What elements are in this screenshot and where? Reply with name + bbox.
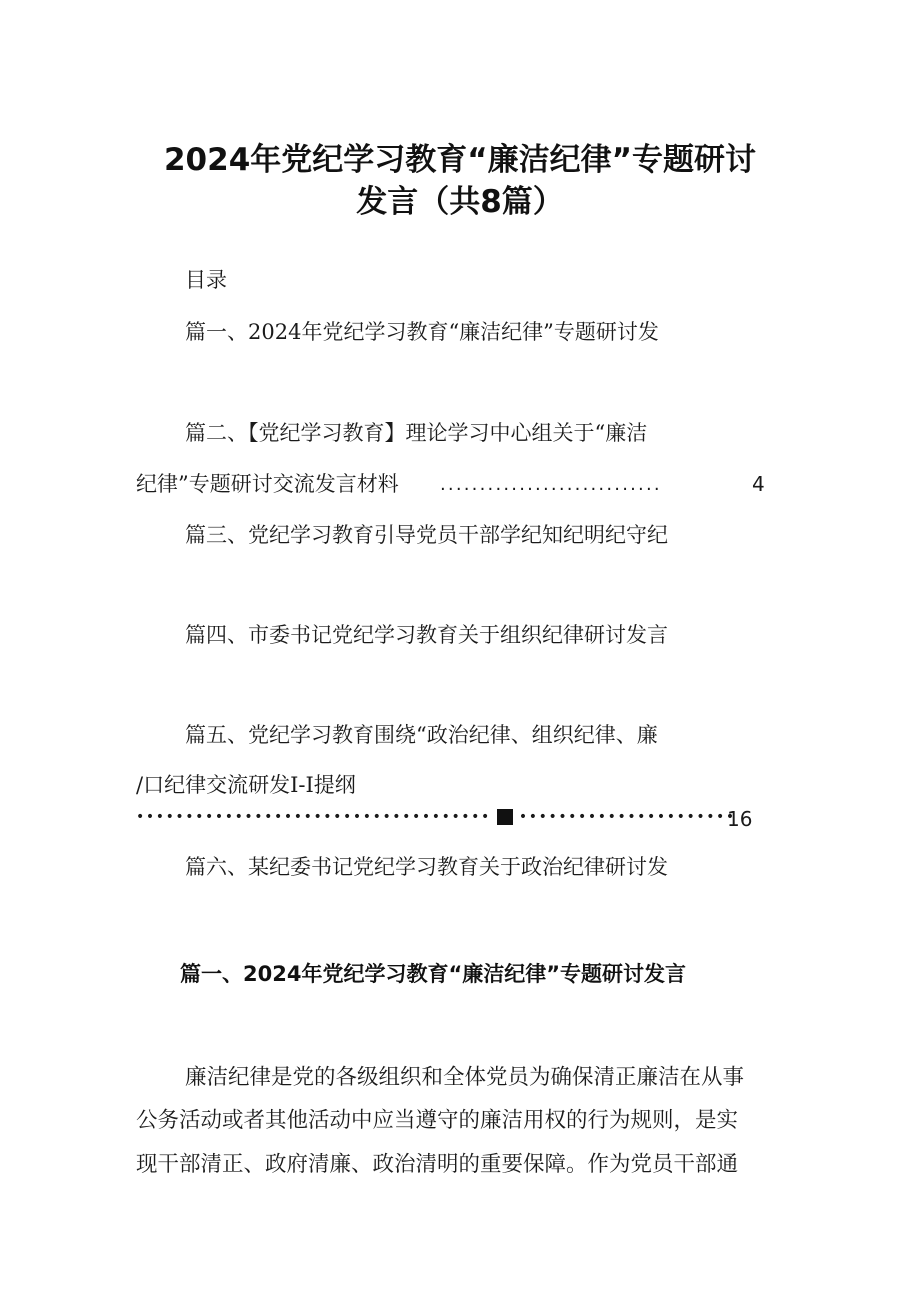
body-paragraph-line: 公务活动或者其他活动中应当遵守的廉洁用权的行为规则，是实	[136, 1108, 739, 1133]
body-paragraph-line: 廉洁纪律是党的各级组织和全体党员为确保清正廉洁在从事	[185, 1065, 745, 1090]
toc-bullet-leader-row	[136, 802, 746, 832]
toc-entry-1[interactable]: 篇一、2024年党纪学习教育“廉洁纪律”专题研讨发	[185, 320, 659, 344]
toc-entry-3[interactable]: 篇三、党纪学习教育引导党员干部学纪知纪明纪守纪	[185, 523, 668, 547]
toc-entry-5-continuation[interactable]: /口纪律交流研发I-I提纲	[136, 773, 356, 797]
toc-label: 目录	[185, 268, 227, 292]
toc-page-number: 4	[752, 472, 765, 496]
toc-entry-6[interactable]: 篇六、某纪委书记党纪学习教育关于政治纪律研讨发	[185, 855, 668, 879]
toc-page-number: 16	[727, 807, 753, 831]
toc-entry-2-continuation[interactable]: 纪律”专题研讨交流发言材料	[136, 472, 399, 496]
black-square-icon	[497, 809, 513, 825]
toc-entry-2[interactable]: 篇二、【党纪学习教育】理论学习中心组关于“廉洁	[185, 421, 648, 445]
bullet-leader-left: ••••••••••••••••••••••••••••••••••••	[136, 809, 491, 825]
bullet-leader-right: ••••••••••••••••••••••	[518, 809, 736, 825]
body-paragraph-line: 现干部清正、政府清廉、政治清明的重要保障。作为党员干部通	[136, 1152, 739, 1177]
toc-entry-5[interactable]: 篇五、党纪学习教育围绕“政治纪律、组织纪律、廉	[185, 723, 658, 747]
document-title-line-2: 发言（共8篇）	[356, 184, 564, 220]
toc-dot-leader: ............................	[440, 474, 662, 495]
toc-entry-4[interactable]: 篇四、市委书记党纪学习教育关于组织纪律研讨发言	[185, 623, 668, 647]
document-title-line-1: 2024年党纪学习教育“廉洁纪律”专题研讨	[163, 142, 757, 178]
section-heading: 篇一、2024年党纪学习教育“廉洁纪律”专题研讨发言	[180, 962, 687, 986]
